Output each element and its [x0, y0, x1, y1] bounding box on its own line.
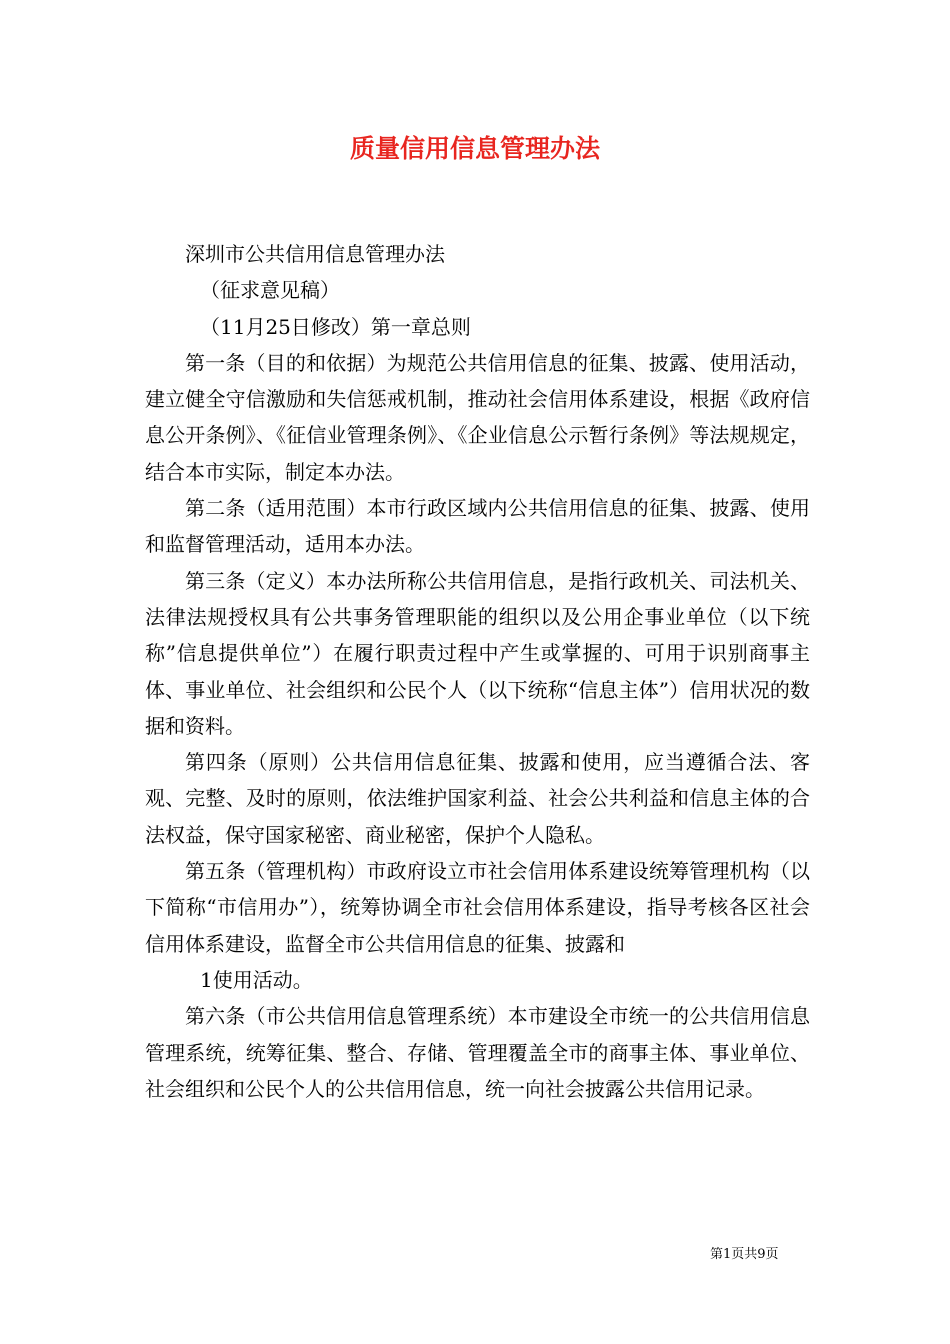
document-title: 质量信用信息管理办法: [349, 134, 600, 163]
draft-note: （征求意见稿）: [200, 278, 340, 303]
document-body: [145, 236, 810, 1107]
article-1: 第一条（目的和依据）为规范公共信用信息的征集、披露、使用活动，建立健全守信激励和失信惩戒机制，推动社会信用体系建设，根据《政府信息公开条例》、《征信业管理条例》、《企业信息公示暂行条例》等法规规定，结合本市实际，制定本办法。: [145, 350, 810, 484]
document-subtitle: 深圳市公共信用信息管理办法: [185, 242, 445, 266]
article-2: 第二条（适用范围）本市行政区域内公共信用信息的征集、披露、使用和监督管理活动，适用本办法。: [145, 496, 810, 557]
page-number: 第1页共9页: [710, 1247, 779, 1262]
article-4: 第四条（原则）公共信用信息征集、披露和使用，应当遵循合法、客观、完整、及时的原则，依法维护国家利益、社会公共利益和信息主体的合法权益，保守国家秘密、商业秘密，保护个人隐私。: [145, 750, 810, 847]
page-break-text: 1使用活动。: [200, 967, 313, 992]
article-6: 第六条（市公共信用信息管理系统）本市建设全市统一的公共信用信息管理系统，统筹征集、整合、存储、管理覆盖全市的商事主体、事业单位、社会组织和公民个人的公共信用信息，统一向社会披露公共信用记录。: [145, 1004, 810, 1101]
revision-note: （11月25日修改）第一章总则: [200, 314, 471, 339]
article-3: 第三条（定义）本办法所称公共信用信息，是指行政机关、司法机关、法律法规授权具有公共事务管理职能的组织以及公用企事业单位（以下统称”信息提供单位”）在履行职责过程中产生或掌握的、可用于识别商事主体、事业单位、社会组织和公民个人（以下统称“信息主体”）信用状况的数据和资料。: [145, 568, 810, 738]
article-5: 第五条（管理机构）市政府设立市社会信用体系建设统筹管理机构（以下简称“市信用办”），统筹协调全市社会信用体系建设，指导考核各区社会信用体系建设，监督全市公共信用信息的征集、披露和: [145, 859, 810, 956]
